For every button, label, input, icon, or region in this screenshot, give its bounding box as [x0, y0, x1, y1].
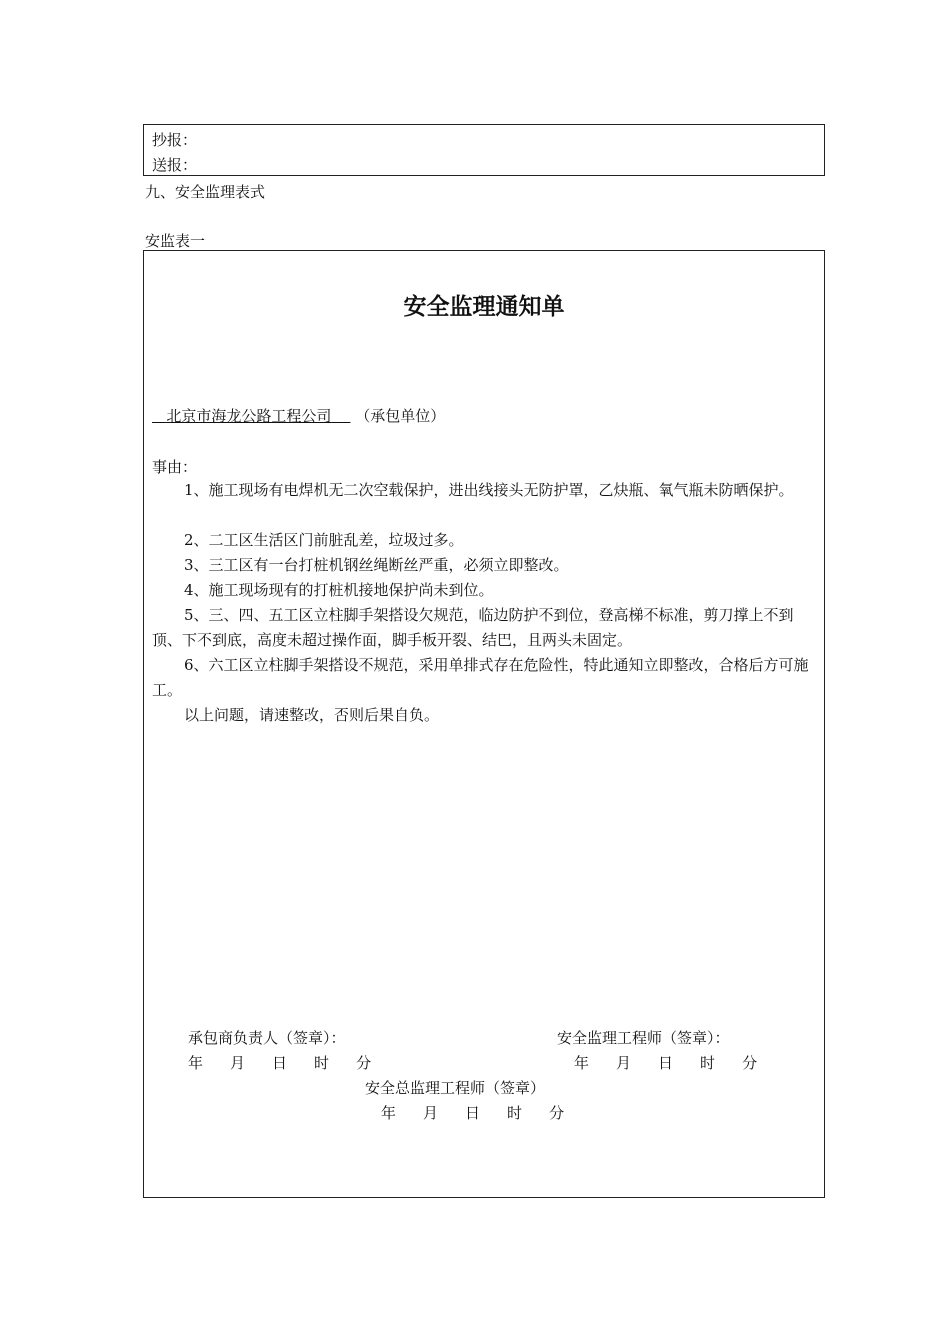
date-day: 日 — [465, 1104, 481, 1122]
section-heading: 九、安全监理表式 — [145, 183, 266, 201]
chief-signature-label: 安全总监理工程师（签章） — [365, 1079, 546, 1097]
contractor-signature-label: 承包商负责人（签章）： — [188, 1029, 346, 1047]
item-4: 4、施工现场现有的打桩机接地保护尚未到位。 — [184, 581, 494, 599]
contractor-line — [152, 405, 445, 426]
closing-note: 以上问题，请速整改，否则后果自负。 — [184, 706, 440, 724]
item-1: 1、施工现场有电焊机无二次空载保护，进出线接头无防护罩，乙炔瓶、氧气瓶未防晒保护。 — [184, 481, 794, 499]
send-label: 送报： — [152, 156, 198, 174]
contractor-date-row — [188, 1052, 371, 1073]
date-minute: 分 — [549, 1104, 565, 1122]
contractor-name-text: 北京市海龙公路工程公司 — [166, 407, 332, 425]
cc-label: 抄报： — [152, 131, 198, 149]
date-hour: 时 — [314, 1054, 330, 1072]
date-hour: 时 — [507, 1104, 523, 1122]
date-minute: 分 — [742, 1054, 758, 1072]
item-5: 5、三、四、五工区立柱脚手架搭设欠规范，临边防护不到位，登高梯不标准，剪刀撑上不到顶、下不到底，高度未超过操作面，脚手板开裂、结巴，且两头未固定。 — [152, 606, 794, 649]
date-day: 日 — [658, 1054, 674, 1072]
engineer-signature-label: 安全监理工程师（签章）： — [557, 1029, 730, 1047]
date-month: 月 — [423, 1104, 439, 1122]
date-hour: 时 — [700, 1054, 716, 1072]
item-6: 6、六工区立柱脚手架搭设不规范，采用单排式存在危险性，特此通知立即整改，合格后方可施工。 — [152, 656, 809, 699]
engineer-date-row — [574, 1052, 757, 1073]
item-2: 2、二工区生活区门前脏乱差，垃圾过多。 — [184, 531, 464, 549]
date-year: 年 — [188, 1054, 204, 1072]
reason-label: 事由： — [152, 458, 198, 476]
contractor-name — [152, 407, 350, 425]
cc-box — [143, 124, 825, 176]
date-month: 月 — [230, 1054, 246, 1072]
form-label: 安监表一 — [145, 232, 206, 250]
date-month: 月 — [616, 1054, 632, 1072]
date-year: 年 — [381, 1104, 397, 1122]
chief-date-row — [381, 1102, 564, 1123]
contractor-suffix: （承包单位） — [355, 407, 446, 425]
item-3: 3、三工区有一台打桩机钢丝绳断丝严重，必须立即整改。 — [184, 556, 569, 574]
date-day: 日 — [272, 1054, 288, 1072]
date-year: 年 — [574, 1054, 590, 1072]
date-minute: 分 — [356, 1054, 372, 1072]
form-title: 安全监理通知单 — [403, 294, 565, 320]
